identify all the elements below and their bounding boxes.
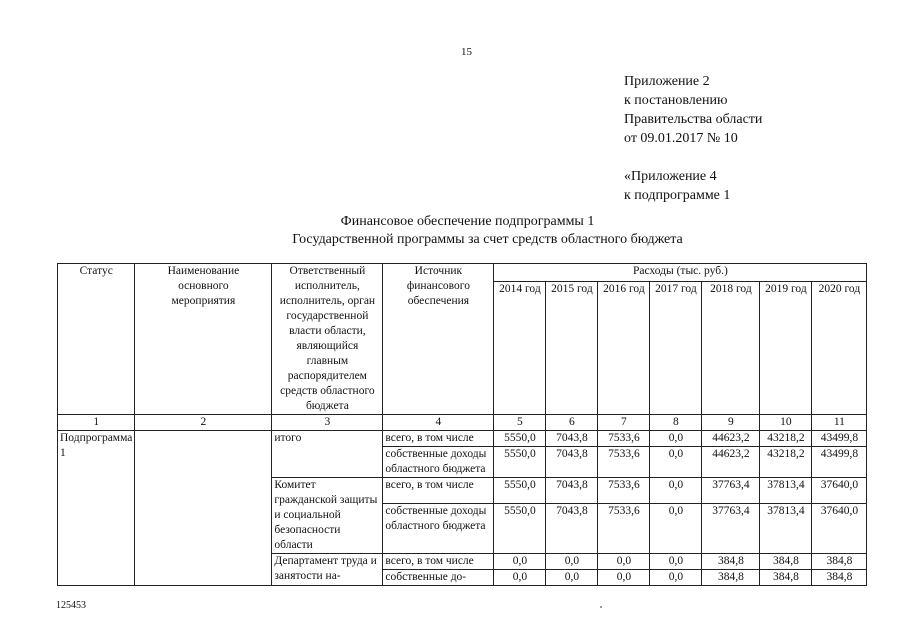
value-cell: 0,0 [598,554,650,570]
value-cell: 43218,2 [760,447,812,478]
header-year: 2014 год [494,282,546,415]
source-cell: собственные до- [383,570,494,586]
title-line-1: Финансовое обеспечение подпрограммы 1 [340,214,595,229]
value-cell: 384,8 [702,570,760,586]
column-number-row [58,415,867,431]
value-cell: 37763,4 [702,478,760,504]
column-number: 3 [272,415,383,431]
value-cell: 0,0 [494,570,546,586]
value-cell: 43499,8 [812,447,867,478]
header-name: Наименование основного мероприятия [135,264,272,415]
value-cell: 7533,6 [598,503,650,553]
column-number: 11 [812,415,867,431]
source-cell: собственные доходы областного бюджета [383,447,494,478]
appendix-line: к постановлению [624,93,728,108]
column-number: 9 [702,415,760,431]
value-cell: 384,8 [760,554,812,570]
value-cell: 0,0 [650,431,702,447]
executor-cell: Комитет гражданской защиты и социальной безопасности области [272,478,383,554]
value-cell: 7043,8 [546,447,598,478]
value-cell: 384,8 [812,570,867,586]
page-number: 15 [461,46,472,58]
table-row [58,431,867,447]
column-number: 5 [494,415,546,431]
value-cell: 0,0 [650,447,702,478]
column-number: 10 [760,415,812,431]
header-year: 2015 год [546,282,598,415]
value-cell: 0,0 [546,570,598,586]
footer-code: 125453 [56,600,86,611]
value-cell: 0,0 [650,503,702,553]
spacer [624,148,762,167]
scan-speck [600,606,602,608]
appendix-line: Правительства области [624,112,763,127]
header-status: Статус [58,264,135,415]
header-year: 2019 год [760,282,812,415]
appendix-line: Приложение 2 [624,74,710,89]
value-cell: 44623,2 [702,447,760,478]
appendix-block [624,72,762,205]
column-number: 7 [598,415,650,431]
status-cell: Подпрограмма 1 [58,431,135,586]
value-cell: 5550,0 [494,431,546,447]
appendix-line: «Приложение 4 [624,169,717,184]
name-cell [135,431,272,586]
value-cell: 5550,0 [494,503,546,553]
header-year: 2018 год [702,282,760,415]
value-cell: 37640,0 [812,503,867,553]
header-year: 2017 год [650,282,702,415]
value-cell: 37813,4 [760,478,812,504]
header-row [58,264,867,282]
value-cell: 384,8 [812,554,867,570]
value-cell: 44623,2 [702,431,760,447]
value-cell: 5550,0 [494,478,546,504]
value-cell: 384,8 [760,570,812,586]
source-cell: собственные доходы областного бюджета [383,503,494,553]
value-cell: 0,0 [494,554,546,570]
value-cell: 43218,2 [760,431,812,447]
value-cell: 0,0 [650,554,702,570]
value-cell: 7533,6 [598,431,650,447]
value-cell: 7043,8 [546,478,598,504]
value-cell: 7533,6 [598,478,650,504]
value-cell: 5550,0 [494,447,546,478]
value-cell: 7043,8 [546,431,598,447]
value-cell: 7043,8 [546,503,598,553]
value-cell: 37813,4 [760,503,812,553]
value-cell: 0,0 [546,554,598,570]
value-cell: 7533,6 [598,447,650,478]
executor-cell: итого [272,431,383,478]
value-cell: 37640,0 [812,478,867,504]
source-cell: всего, в том числе [383,554,494,570]
title-line-2: Государственной программы за счет средств областного бюджета [292,232,683,247]
column-number: 4 [383,415,494,431]
financing-table [57,263,867,586]
value-cell: 0,0 [650,570,702,586]
header-executor: Ответственный исполнитель, исполнитель, орган государственной власти области, являющийся главным распорядителем средств областного бюджета [272,264,383,415]
column-number: 2 [135,415,272,431]
source-cell: всего, в том числе [383,478,494,504]
value-cell: 0,0 [650,478,702,504]
source-cell: всего, в том числе [383,431,494,447]
column-number: 1 [58,415,135,431]
column-number: 6 [546,415,598,431]
value-cell: 37763,4 [702,503,760,553]
value-cell: 43499,8 [812,431,867,447]
document-title [0,213,905,249]
column-number: 8 [650,415,702,431]
executor-cell: Департамент труда и занятости на- [272,554,383,586]
appendix-line: к подпрограмме 1 [624,188,731,203]
header-year: 2020 год [812,282,867,415]
value-cell: 0,0 [598,570,650,586]
header-source: Источник финансового обеспечения [383,264,494,415]
header-expenses: Расходы (тыс. руб.) [494,264,867,282]
header-year: 2016 год [598,282,650,415]
value-cell: 384,8 [702,554,760,570]
appendix-line: от 09.01.2017 № 10 [624,131,738,146]
